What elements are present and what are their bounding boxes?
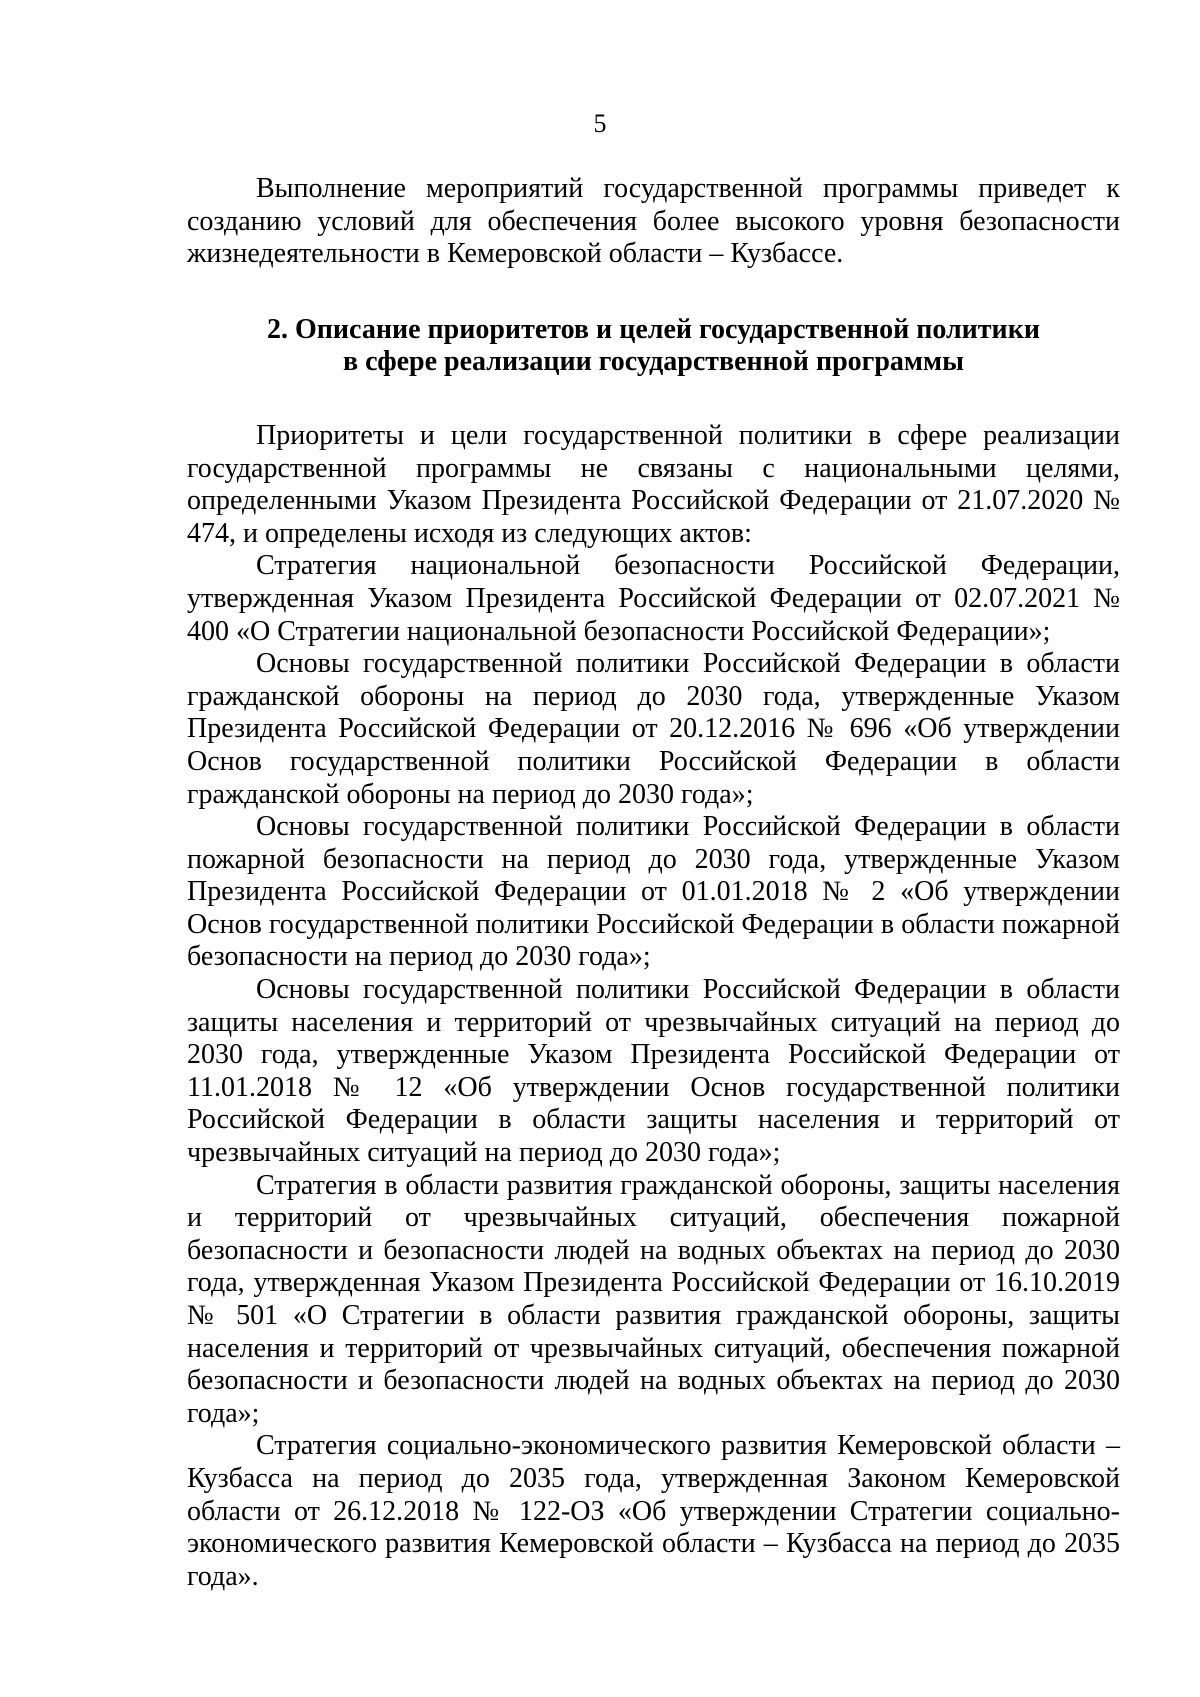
paragraph-civil-defense-policy: Основы государственной политики Российской Федерации в области гражданской обороны на период до 2030 года, утвержденные Указом Президента Российской Федерации от 20.12.2016 № 696 «Об утверждении Основ государственной политики Российской Федерации в области гражданской обороны на период до 2030 года»;	[187, 648, 1120, 810]
section-heading	[187, 314, 1120, 379]
page-number: 5	[593, 109, 607, 138]
paragraph-fire-safety-policy: Основы государственной политики Российской Федерации в области пожарной безопасности на период до 2030 года, утвержденные Указом Президента Российской Федерации от 01.01.2018 № 2 «Об утверждении Основ государственной политики Российской Федерации в области пожарной безопасности на период до 2030 года»;	[187, 811, 1120, 973]
paragraph-civil-defense-strategy: Стратегия в области развития гражданской обороны, защиты населения и территорий от чрезвычайных ситуаций, обеспечения пожарной безопасности и безопасности людей на водных объектах на период до 2030 года, утвержденная Указом Президента Российской Федерации от 16.10.2019 № 501 «О Стратегии в области развития гражданской обороны, защиты населения и территорий от чрезвычайных ситуаций, обеспечения пожарной безопасности и безопасности людей на водных объектах на период до 2030 года»;	[187, 1169, 1120, 1429]
paragraph-national-security-strategy: Стратегия национальной безопасности Российской Федерации, утвержденная Указом Президента Российской Федерации от 02.07.2021 № 400 «О Стратегии национальной безопасности Российской Федерации»;	[187, 550, 1120, 647]
section-heading-line-1: 2. Описание приоритетов и целей государственной политики	[267, 313, 1040, 345]
paragraph-priorities: Приоритеты и цели государственной политики в сфере реализации государственной программы не связаны с национальными целями, определенными Указом Президента Российской Федерации от 21.07.2020 № 474, и определены исходя из следующих актов:	[187, 419, 1120, 549]
intro-paragraph: Выполнение мероприятий государственной программы приведет к созданию условий для обеспечения более высокого уровня безопасности жизнедеятельности в Кемеровской области – Кузбассе.	[187, 173, 1120, 270]
paragraph-emergency-protection-policy: Основы государственной политики Российской Федерации в области защиты населения и территорий от чрезвычайных ситуаций на период до 2030 года, утвержденные Указом Президента Российской Федерации от 11.01.2018 № 12 «Об утверждении Основ государственной политики Российской Федерации в области защиты населения и территорий от чрезвычайных ситуаций на период до 2030 года»;	[187, 974, 1120, 1169]
paragraph-kuzbass-strategy: Стратегия социально-экономического развития Кемеровской области – Кузбасса на период до 2035 года, утвержденная Законом Кемеровской области от 26.12.2018 № 122-ОЗ «Об утверждении Стратегии социально-экономического развития Кемеровской области – Кузбасса на период до 2035 года».	[187, 1430, 1120, 1592]
document-body	[187, 173, 1120, 1593]
section-heading-line-2: в сфере реализации государственной программы	[343, 346, 964, 378]
